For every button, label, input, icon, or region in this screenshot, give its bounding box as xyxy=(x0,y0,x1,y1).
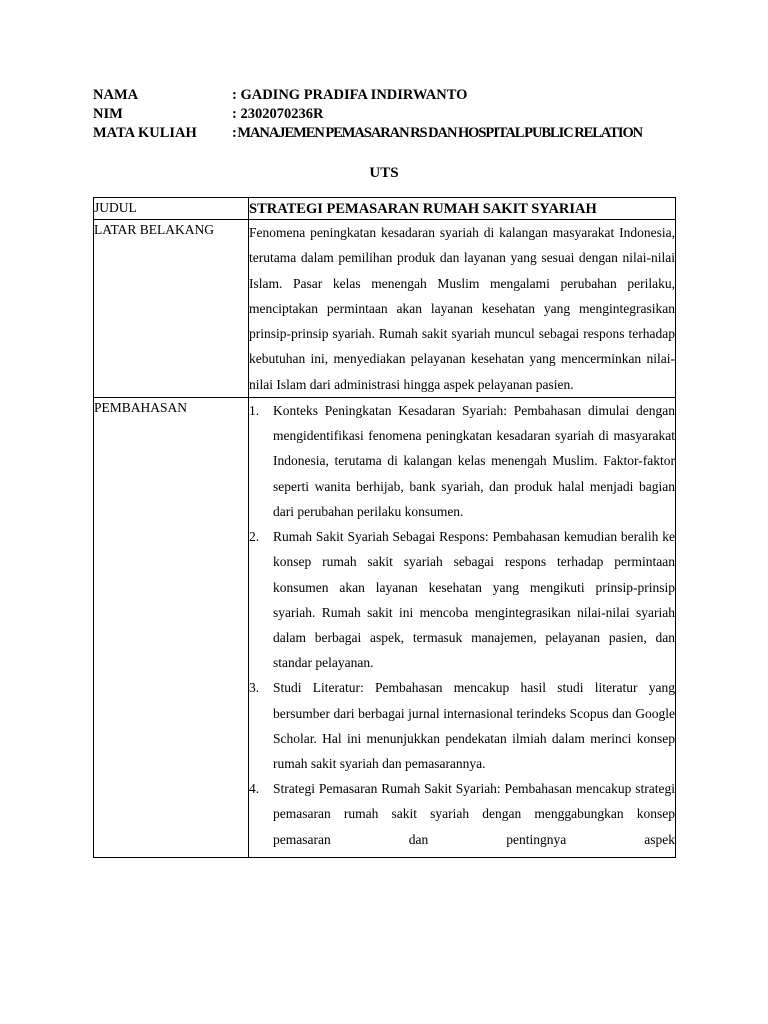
name-row xyxy=(93,86,642,105)
nim-label: NIM xyxy=(93,106,123,122)
list-item-number: 3. xyxy=(249,680,260,696)
latar-belakang-text: Fenomena peningkatan kesadaran syariah di kalangan masyarakat Indonesia, terutama dalam pemilihan produk dan layanan yang sesuai dengan nilai-nilai Islam. Pasar kelas menengah Muslim mengalami perubahan perilaku, menciptakan permintaan akan layanan kesehatan yang mengintegrasikan prinsip-prinsip syariah. Rumah sakit syariah muncul sebagai respons terhadap kebutuhan ini, menyediakan pelayanan kesehatan yang mencerminkan nilai-nilai Islam dari administrasi hingga aspek pelayanan pasien. xyxy=(249,225,675,392)
nim-row xyxy=(93,105,642,124)
latar-belakang-label: LATAR BELAKANG xyxy=(94,220,249,398)
judul-cell xyxy=(249,198,676,220)
pembahasan-list xyxy=(249,398,675,857)
list-item-number: 1. xyxy=(249,403,260,419)
latar-belakang-cell xyxy=(249,220,676,398)
judul-value: STRATEGI PEMASARAN RUMAH SAKIT SYARIAH xyxy=(249,201,597,217)
course-row xyxy=(93,124,642,143)
student-info xyxy=(93,86,642,143)
nim-value: : 2302070236R xyxy=(232,106,324,122)
name-label: NAMA xyxy=(93,87,139,103)
list-item-text: Studi Literatur: Pembahasan mencakup hasil studi literatur yang bersumber dari berbagai jurnal internasional terindeks Scopus dan Google Scholar. Hal ini menunjukkan pendekatan ilmiah dalam merinci konsep rumah sakit syariah dan pemasarannya. xyxy=(273,680,675,771)
table-row-latar-belakang xyxy=(94,220,676,398)
table-row-pembahasan xyxy=(94,398,676,858)
table-row-judul xyxy=(94,198,676,220)
list-item xyxy=(249,675,675,776)
list-item-text: Konteks Peningkatan Kesadaran Syariah: Pembahasan dimulai dengan mengidentifikasi fenomena peningkatan kesadaran syariah di masyarakat Indonesia, terutama di kalangan kelas menengah Muslim. Faktor-faktor seperti wanita berhijab, bank syariah, dan produk halal menjadi bagian dari perubahan perilaku konsumen. xyxy=(273,403,675,519)
course-value: : MANAJEMEN PEMASARAN RS DAN HOSPITAL PUBLIC RELATION xyxy=(232,125,643,141)
list-item xyxy=(249,776,675,857)
list-item xyxy=(249,524,675,675)
list-item-text: Strategi Pemasaran Rumah Sakit Syariah: Pembahasan mencakup strategi pemasaran rumah sakit syariah dengan menggabungkan konsep pemasaran dan pentingnya aspek xyxy=(273,781,675,847)
judul-label: JUDUL xyxy=(94,198,249,220)
document-heading: UTS xyxy=(369,165,399,181)
list-item-text: Rumah Sakit Syariah Sebagai Respons: Pembahasan kemudian beralih ke konsep rumah sakit syariah sebagai respons terhadap permintaan konsumen akan layanan kesehatan yang mengikuti prinsip-prinsip syariah. Rumah sakit ini mencoba mengintegrasikan nilai-nilai syariah dalam berbagai aspek, termasuk manajemen, pelayanan pasien, dan standar pelayanan. xyxy=(273,529,675,671)
content-table xyxy=(93,197,676,858)
pembahasan-label: PEMBAHASAN xyxy=(94,398,249,858)
list-item xyxy=(249,398,675,524)
list-item-number: 2. xyxy=(249,529,260,545)
pembahasan-cell xyxy=(249,398,676,858)
list-item-number: 4. xyxy=(249,781,260,797)
course-label: MATA KULIAH xyxy=(93,125,197,141)
name-value: : GADING PRADIFA INDIRWANTO xyxy=(232,87,468,103)
